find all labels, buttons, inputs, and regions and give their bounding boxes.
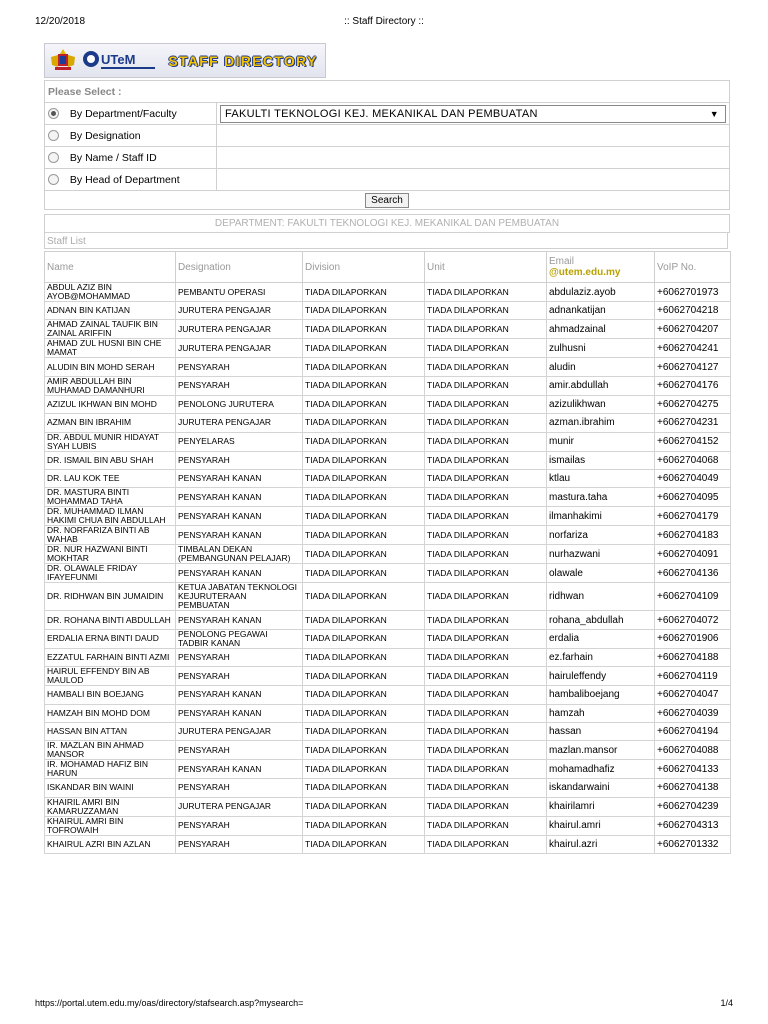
cell-name: ERDALIA ERNA BINTI DAUD: [45, 629, 176, 648]
utem-logo-icon: [82, 48, 158, 72]
cell-designation: PENSYARAH KANAN: [176, 564, 303, 583]
cell-name: ALUDIN BIN MOHD SERAH: [45, 358, 176, 376]
cell-name: DR. NUR HAZWANI BINTI MOKHTAR: [45, 545, 176, 564]
col-voip: VoIP No.: [655, 252, 731, 283]
col-email: [547, 252, 655, 283]
cell-designation: PENSYARAH: [176, 648, 303, 666]
cell-voip: +6062701973: [655, 283, 731, 302]
cell-division: TIADA DILAPORKAN: [303, 320, 425, 339]
cell-voip: +6062704179: [655, 507, 731, 526]
cell-designation: PENSYARAH: [176, 358, 303, 376]
cell-voip: +6062704109: [655, 583, 731, 611]
malaysia-crest-icon: [49, 49, 77, 71]
cell-unit: TIADA DILAPORKAN: [425, 611, 547, 629]
cell-email[interactable]: hambaliboejang: [547, 686, 655, 704]
cell-name: KHAIRUL AZRI BIN AZLAN: [45, 835, 176, 853]
cell-name: DR. MUHAMMAD ILMAN HAKIMI CHUA BIN ABDULLAH: [45, 507, 176, 526]
table-row: [45, 629, 731, 648]
table-row: [45, 395, 731, 413]
cell-division: TIADA DILAPORKAN: [303, 704, 425, 722]
cell-email[interactable]: azman.ibrahim: [547, 414, 655, 432]
table-row: [45, 507, 731, 526]
cell-email[interactable]: ilmanhakimi: [547, 507, 655, 526]
cell-division: TIADA DILAPORKAN: [303, 302, 425, 320]
table-row: [45, 797, 731, 816]
table-row: [45, 358, 731, 376]
table-row: [45, 320, 731, 339]
cell-voip: +6062701332: [655, 835, 731, 853]
cell-designation: JURUTERA PENGAJAR: [176, 722, 303, 740]
cell-name: DR. LAU KOK TEE: [45, 469, 176, 487]
cell-voip: +6062704313: [655, 816, 731, 835]
cell-voip: +6062704072: [655, 611, 731, 629]
cell-unit: TIADA DILAPORKAN: [425, 451, 547, 469]
table-row: [45, 816, 731, 835]
cell-designation: PENSYARAH KANAN: [176, 686, 303, 704]
cell-unit: TIADA DILAPORKAN: [425, 339, 547, 358]
table-row: [45, 686, 731, 704]
cell-email[interactable]: khairilamri: [547, 797, 655, 816]
cell-unit: TIADA DILAPORKAN: [425, 526, 547, 545]
table-row: [45, 722, 731, 740]
search-options-table: [44, 80, 730, 210]
cell-unit: TIADA DILAPORKAN: [425, 564, 547, 583]
cell-division: TIADA DILAPORKAN: [303, 432, 425, 451]
cell-voip: +6062704207: [655, 320, 731, 339]
radio-department[interactable]: [48, 108, 59, 119]
cell-name: DR. ABDUL MUNIR HIDAYAT SYAH LUBIS: [45, 432, 176, 451]
cell-division: TIADA DILAPORKAN: [303, 816, 425, 835]
table-row: [45, 835, 731, 853]
dropdown-arrow-icon: ▼: [709, 108, 719, 119]
cell-designation: PENSYARAH KANAN: [176, 469, 303, 487]
cell-designation: PENOLONG PEGAWAI TADBIR KANAN: [176, 629, 303, 648]
cell-division: TIADA DILAPORKAN: [303, 741, 425, 760]
cell-name: AZMAN BIN IBRAHIM: [45, 414, 176, 432]
cell-unit: TIADA DILAPORKAN: [425, 779, 547, 797]
cell-email[interactable]: abdulaziz.ayob: [547, 283, 655, 302]
table-row: [45, 488, 731, 507]
cell-voip: +6062704095: [655, 488, 731, 507]
cell-division: TIADA DILAPORKAN: [303, 564, 425, 583]
cell-voip: +6062704049: [655, 469, 731, 487]
col-designation: Designation: [176, 252, 303, 283]
option-head[interactable]: [45, 169, 217, 191]
department-band: DEPARTMENT: FAKULTI TEKNOLOGI KEJ. MEKANIKAL DAN PEMBUATAN: [44, 214, 730, 233]
cell-name: DR. NORFARIZA BINTI AB WAHAB: [45, 526, 176, 545]
cell-unit: TIADA DILAPORKAN: [425, 583, 547, 611]
table-row: [45, 376, 731, 395]
cell-email[interactable]: hassan: [547, 722, 655, 740]
table-row: [45, 741, 731, 760]
cell-designation: PENSYARAH KANAN: [176, 507, 303, 526]
cell-name: HASSAN BIN ATTAN: [45, 722, 176, 740]
cell-email[interactable]: ahmadzainal: [547, 320, 655, 339]
cell-email[interactable]: ez.farhain: [547, 648, 655, 666]
cell-unit: TIADA DILAPORKAN: [425, 507, 547, 526]
cell-email[interactable]: rohana_abdullah: [547, 611, 655, 629]
search-row: [45, 191, 730, 210]
cell-voip: +6062704241: [655, 339, 731, 358]
cell-designation: PENSYARAH KANAN: [176, 760, 303, 779]
cell-designation: JURUTERA PENGAJAR: [176, 414, 303, 432]
department-select-value: FAKULTI TEKNOLOGI KEJ. MEKANIKAL DAN PEMBUATAN: [225, 107, 538, 120]
cell-division: TIADA DILAPORKAN: [303, 395, 425, 413]
cell-name: DR. MASTURA BINTI MOHAMMAD TAHA: [45, 488, 176, 507]
cell-name: HAIRUL EFFENDY BIN AB MAULOD: [45, 667, 176, 686]
cell-email[interactable]: khairul.azri: [547, 835, 655, 853]
cell-email[interactable]: nurhazwani: [547, 545, 655, 564]
table-row: [45, 583, 731, 611]
cell-voip: +6062704039: [655, 704, 731, 722]
cell-unit: TIADA DILAPORKAN: [425, 667, 547, 686]
option-designation-label: By Designation: [69, 129, 141, 142]
cell-designation: JURUTERA PENGAJAR: [176, 302, 303, 320]
cell-name: ABDUL AZIZ BIN AYOB@MOHAMMAD: [45, 283, 176, 302]
cell-designation: PENSYARAH: [176, 376, 303, 395]
cell-designation: PENSYARAH KANAN: [176, 488, 303, 507]
staff-table-header: [45, 252, 731, 283]
svg-text:UTeM: UTeM: [101, 52, 136, 67]
cell-email[interactable]: mastura.taha: [547, 488, 655, 507]
cell-division: TIADA DILAPORKAN: [303, 648, 425, 666]
cell-designation: PENSYARAH: [176, 451, 303, 469]
cell-email[interactable]: azizulikhwan: [547, 395, 655, 413]
cell-division: TIADA DILAPORKAN: [303, 611, 425, 629]
cell-name: ADNAN BIN KATIJAN: [45, 302, 176, 320]
print-title: :: Staff Directory ::: [344, 16, 424, 27]
cell-division: TIADA DILAPORKAN: [303, 760, 425, 779]
cell-email[interactable]: mazlan.mansor: [547, 741, 655, 760]
table-row: [45, 469, 731, 487]
cell-name: KHAIRUL AMRI BIN TOFROWAIH: [45, 816, 176, 835]
cell-name: AMIR ABDULLAH BIN MUHAMAD DAMANHURI: [45, 376, 176, 395]
table-row: [45, 451, 731, 469]
option-department-label: By Department/Faculty: [69, 107, 177, 120]
table-row: [45, 564, 731, 583]
cell-name: HAMZAH BIN MOHD DOM: [45, 704, 176, 722]
cell-email[interactable]: ismailas: [547, 451, 655, 469]
cell-division: TIADA DILAPORKAN: [303, 686, 425, 704]
cell-division: TIADA DILAPORKAN: [303, 339, 425, 358]
cell-unit: TIADA DILAPORKAN: [425, 488, 547, 507]
cell-unit: TIADA DILAPORKAN: [425, 686, 547, 704]
cell-unit: TIADA DILAPORKAN: [425, 302, 547, 320]
department-select[interactable]: [220, 105, 726, 123]
cell-voip: +6062704138: [655, 779, 731, 797]
cell-email[interactable]: amir.abdullah: [547, 376, 655, 395]
cell-voip: +6062704127: [655, 358, 731, 376]
cell-voip: +6062704136: [655, 564, 731, 583]
table-row: [45, 779, 731, 797]
cell-email[interactable]: ktlau: [547, 469, 655, 487]
cell-voip: +6062704231: [655, 414, 731, 432]
cell-unit: TIADA DILAPORKAN: [425, 816, 547, 835]
table-row: [45, 302, 731, 320]
table-row: [45, 283, 731, 302]
cell-designation: PENSYARAH KANAN: [176, 704, 303, 722]
cell-email[interactable]: hamzah: [547, 704, 655, 722]
staff-list-label: Staff List: [44, 232, 728, 249]
cell-unit: TIADA DILAPORKAN: [425, 741, 547, 760]
banner-title: STAFF DIRECTORY: [168, 52, 318, 69]
table-row: [45, 432, 731, 451]
cell-name: KHAIRIL AMRI BIN KAMARUZZAMAN: [45, 797, 176, 816]
cell-email[interactable]: mohamadhafiz: [547, 760, 655, 779]
cell-division: TIADA DILAPORKAN: [303, 629, 425, 648]
cell-designation: PEMBANTU OPERASI: [176, 283, 303, 302]
cell-voip: +6062704188: [655, 648, 731, 666]
cell-voip: +6062704133: [655, 760, 731, 779]
cell-division: TIADA DILAPORKAN: [303, 667, 425, 686]
head-cell: [217, 169, 730, 191]
option-head-label: By Head of Department: [69, 173, 180, 186]
cell-unit: TIADA DILAPORKAN: [425, 835, 547, 853]
option-name-label: By Name / Staff ID: [69, 151, 157, 164]
cell-unit: TIADA DILAPORKAN: [425, 722, 547, 740]
cell-name: IR. MOHAMAD HAFIZ BIN HARUN: [45, 760, 176, 779]
cell-division: TIADA DILAPORKAN: [303, 583, 425, 611]
col-division: Division: [303, 252, 425, 283]
footer-page: 1/4: [720, 998, 733, 1008]
cell-designation: PENSYARAH: [176, 667, 303, 686]
cell-email[interactable]: khairul.amri: [547, 816, 655, 835]
print-header: [35, 16, 733, 30]
cell-unit: TIADA DILAPORKAN: [425, 376, 547, 395]
search-button[interactable]: Search: [365, 193, 409, 208]
table-row: [45, 760, 731, 779]
cell-name: DR. ROHANA BINTI ABDULLAH: [45, 611, 176, 629]
cell-designation: PENSYARAH: [176, 816, 303, 835]
cell-voip: +6062704119: [655, 667, 731, 686]
cell-email[interactable]: olawale: [547, 564, 655, 583]
cell-name: IR. MAZLAN BIN AHMAD MANSOR: [45, 741, 176, 760]
cell-designation: PENSYARAH: [176, 779, 303, 797]
cell-division: TIADA DILAPORKAN: [303, 722, 425, 740]
cell-voip: +6062704091: [655, 545, 731, 564]
cell-division: TIADA DILAPORKAN: [303, 451, 425, 469]
cell-email[interactable]: aludin: [547, 358, 655, 376]
cell-division: TIADA DILAPORKAN: [303, 526, 425, 545]
cell-email[interactable]: zulhusni: [547, 339, 655, 358]
table-row: [45, 648, 731, 666]
radio-head[interactable]: [48, 174, 59, 185]
cell-voip: +6062704275: [655, 395, 731, 413]
cell-designation: PENSYARAH KANAN: [176, 611, 303, 629]
cell-name: AZIZUL IKHWAN BIN MOHD: [45, 395, 176, 413]
cell-division: TIADA DILAPORKAN: [303, 414, 425, 432]
col-unit: Unit: [425, 252, 547, 283]
cell-unit: TIADA DILAPORKAN: [425, 797, 547, 816]
cell-designation: JURUTERA PENGAJAR: [176, 339, 303, 358]
cell-unit: TIADA DILAPORKAN: [425, 395, 547, 413]
cell-division: TIADA DILAPORKAN: [303, 779, 425, 797]
cell-division: TIADA DILAPORKAN: [303, 469, 425, 487]
cell-division: TIADA DILAPORKAN: [303, 545, 425, 564]
print-date: 12/20/2018: [35, 16, 86, 27]
cell-unit: TIADA DILAPORKAN: [425, 469, 547, 487]
option-name[interactable]: [45, 147, 217, 169]
cell-unit: TIADA DILAPORKAN: [425, 648, 547, 666]
cell-designation: PENOLONG JURUTERA: [176, 395, 303, 413]
cell-name: ISKANDAR BIN WAINI: [45, 779, 176, 797]
table-row: [45, 611, 731, 629]
option-department[interactable]: [45, 103, 217, 125]
cell-unit: TIADA DILAPORKAN: [425, 283, 547, 302]
cell-voip: +6062704088: [655, 741, 731, 760]
header-banner: [44, 43, 326, 78]
col-name: Name: [45, 252, 176, 283]
cell-division: TIADA DILAPORKAN: [303, 488, 425, 507]
cell-voip: +6062704068: [655, 451, 731, 469]
cell-unit: TIADA DILAPORKAN: [425, 545, 547, 564]
cell-name: EZZATUL FARHAIN BINTI AZMI: [45, 648, 176, 666]
cell-voip: +6062704194: [655, 722, 731, 740]
col-email-domain: @utem.edu.my: [549, 267, 621, 278]
col-email-label: Email: [549, 256, 575, 267]
cell-designation: PENSYARAH: [176, 835, 303, 853]
cell-unit: TIADA DILAPORKAN: [425, 704, 547, 722]
table-row: [45, 414, 731, 432]
cell-unit: TIADA DILAPORKAN: [425, 320, 547, 339]
cell-unit: TIADA DILAPORKAN: [425, 432, 547, 451]
cell-email[interactable]: munir: [547, 432, 655, 451]
cell-name: DR. RIDHWAN BIN JUMAIDIN: [45, 583, 176, 611]
cell-email[interactable]: ridhwan: [547, 583, 655, 611]
table-row: [45, 526, 731, 545]
cell-voip: +6062704176: [655, 376, 731, 395]
cell-name: AHMAD ZUL HUSNI BIN CHE MAMAT: [45, 339, 176, 358]
print-footer: [35, 998, 733, 1010]
cell-designation: JURUTERA PENGAJAR: [176, 797, 303, 816]
cell-email[interactable]: iskandarwaini: [547, 779, 655, 797]
table-row: [45, 704, 731, 722]
cell-voip: +6062704239: [655, 797, 731, 816]
cell-voip: +6062704183: [655, 526, 731, 545]
cell-division: TIADA DILAPORKAN: [303, 835, 425, 853]
cell-name: DR. ISMAIL BIN ABU SHAH: [45, 451, 176, 469]
radio-designation[interactable]: [48, 130, 59, 141]
cell-unit: TIADA DILAPORKAN: [425, 414, 547, 432]
cell-voip: +6062701906: [655, 629, 731, 648]
cell-voip: +6062704152: [655, 432, 731, 451]
cell-voip: +6062704047: [655, 686, 731, 704]
cell-designation: PENSYARAH KANAN: [176, 526, 303, 545]
staff-table-body: [45, 283, 731, 854]
cell-unit: TIADA DILAPORKAN: [425, 760, 547, 779]
cell-name: DR. OLAWALE FRIDAY IFAYEFUNMI: [45, 564, 176, 583]
cell-division: TIADA DILAPORKAN: [303, 507, 425, 526]
staff-table: [44, 251, 731, 854]
cell-designation: JURUTERA PENGAJAR: [176, 320, 303, 339]
cell-designation: KETUA JABATAN TEKNOLOGI KEJURUTERAAN PEMBUATAN: [176, 583, 303, 611]
radio-name[interactable]: [48, 152, 59, 163]
cell-division: TIADA DILAPORKAN: [303, 358, 425, 376]
cell-email[interactable]: adnankatijan: [547, 302, 655, 320]
cell-unit: TIADA DILAPORKAN: [425, 629, 547, 648]
name-cell: [217, 147, 730, 169]
cell-email[interactable]: hairuleffendy: [547, 667, 655, 686]
please-select-label: Please Select :: [45, 81, 730, 103]
cell-email[interactable]: norfariza: [547, 526, 655, 545]
table-row: [45, 545, 731, 564]
designation-cell: [217, 125, 730, 147]
cell-division: TIADA DILAPORKAN: [303, 283, 425, 302]
footer-url: https://portal.utem.edu.my/oas/directory/stafsearch.asp?mysearch=: [35, 998, 304, 1008]
cell-division: TIADA DILAPORKAN: [303, 797, 425, 816]
cell-name: AHMAD ZAINAL TAUFIK BIN ZAINAL ARIFFIN: [45, 320, 176, 339]
cell-name: HAMBALI BIN BOEJANG: [45, 686, 176, 704]
cell-voip: +6062704218: [655, 302, 731, 320]
cell-division: TIADA DILAPORKAN: [303, 376, 425, 395]
cell-designation: PENYELARAS: [176, 432, 303, 451]
table-row: [45, 667, 731, 686]
option-designation[interactable]: [45, 125, 217, 147]
cell-designation: TIMBALAN DEKAN (PEMBANGUNAN PELAJAR): [176, 545, 303, 564]
table-row: [45, 339, 731, 358]
cell-designation: PENSYARAH: [176, 741, 303, 760]
cell-unit: TIADA DILAPORKAN: [425, 358, 547, 376]
cell-email[interactable]: erdalia: [547, 629, 655, 648]
department-cell: [217, 103, 730, 125]
